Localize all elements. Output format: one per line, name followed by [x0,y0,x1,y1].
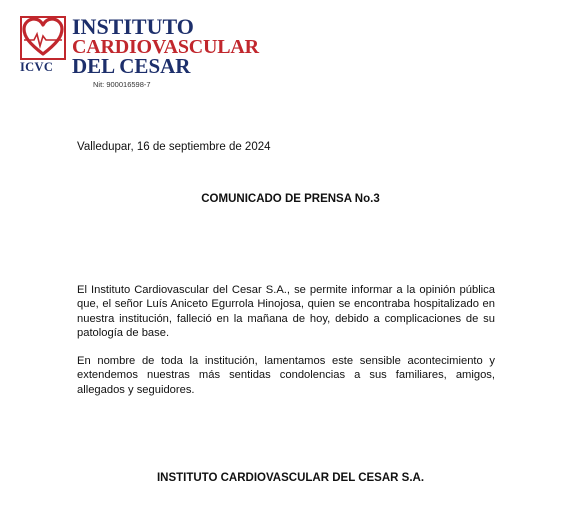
logo-abbreviation: ICVC [20,60,54,74]
body-paragraph-1: El Instituto Cardiovascular del Cesar S.A., se permite informar a la opinión pública que, el señor Luís Aniceto Egurrola Hinojosa, quien se encontraba hospitalizado en nuestra institución, falleció en la mañana de hoy, debido a complicaciones de su patología de base. [77,284,495,340]
heart-monitor-icon [20,16,66,60]
logo-name-line-1: INSTITUTO [72,14,194,39]
body-paragraph-2: En nombre de toda la institución, lamentamos este sensible acontecimiento y extendemos nuestras más sentidas condolencias a sus familiares, amigos, allegados y seguidores. [77,355,495,396]
logo-name-line-3: DEL CESAR [72,54,191,78]
place-date: Valledupar, 16 de septiembre de 2024 [77,141,271,153]
tax-id: Nit: 900016598-7 [93,80,151,89]
logo-name-line-2: CARDIOVASCULAR [72,36,259,58]
press-release-title: COMUNICADO DE PRENSA No.3 [201,193,380,205]
signature-institution: INSTITUTO CARDIOVASCULAR DEL CESAR S.A. [156,472,425,484]
